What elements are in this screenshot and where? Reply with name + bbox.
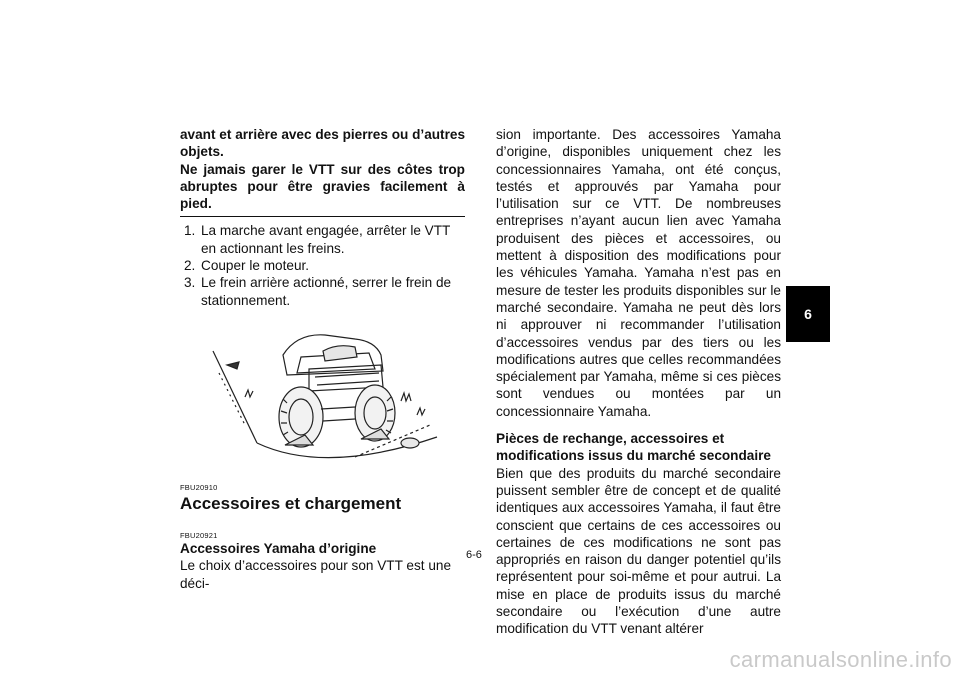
step-text: Le frein arrière actionné, serrer le frein de stationnement. bbox=[201, 275, 452, 308]
parking-steps-list bbox=[180, 222, 465, 308]
section-code: FBU20910 bbox=[180, 482, 218, 492]
warning-line-1: avant et arrière avec des pierres ou d’autres objets. bbox=[180, 127, 465, 160]
list-item bbox=[180, 274, 465, 309]
right-column bbox=[496, 126, 781, 638]
subsection-heading: Pièces de rechange, accessoires et modifications issus du marché secondaire bbox=[496, 431, 771, 464]
section-title: Accessoires et chargement bbox=[180, 493, 402, 513]
warning-rule bbox=[180, 216, 465, 217]
subsection-title: Accessoires Yamaha d’origine bbox=[180, 540, 377, 556]
body-paragraph: sion importante. Des accessoires Yamaha d’origine, disponibles uniquement chez les concessionnaires Yamaha, ont été conçus, testés et approuvés par Yamaha pour l’utilisation sur ce VTT. De nombreuses entreprises n’ayant aucun lien avec Yamaha produisent des pièces et accessoires, ou mettent à disposition des modifications pour les véhicules Yamaha. Yamaha n’est pas en mesure de tester les produits disponibles sur le marché secondaire. Yamaha ne peut dès lors ni approuver ni recommander l’utilisation d’accessoires vendus par des tiers ou les modifications autres que celles recommandées spécialement par Yamaha, même si ces pièces sont vendues ou montées par un concessionnaire Yamaha. bbox=[496, 127, 781, 419]
step-text: La marche avant engagée, arrêter le VTT en actionnant les freins. bbox=[201, 223, 451, 256]
step-number: 3. bbox=[184, 275, 196, 291]
warning-line-2: Ne jamais garer le VTT sur des côtes trop abruptes pour être gravies facilement à pied. bbox=[180, 161, 465, 212]
list-item bbox=[180, 222, 465, 257]
step-number: 1. bbox=[184, 223, 196, 239]
left-column bbox=[180, 126, 465, 592]
subsection-text: Le choix d’accessoires pour son VTT est une déci- bbox=[180, 558, 452, 591]
page-number: 6-6 bbox=[466, 549, 482, 561]
step-text: Couper le moteur. bbox=[201, 258, 310, 274]
atv-parked-on-slope-icon bbox=[205, 325, 445, 473]
body-paragraph: Bien que des produits du marché secondaire puissent sembler être de concept et de qualité identiques aux accessoires Yamaha, il faut être conscient que certains de ces accessoires ou certaines de ces modifications ne sont pas appropriés en raison du danger potentiel qu’ils représentent pour soi-même et pour autrui. La mise en place de produits issus du marché secondaire ou l’exécution d’une autre modification du VTT venant altérer bbox=[496, 465, 781, 637]
watermark: carmanualsonline.info bbox=[729, 647, 952, 672]
chapter-tab: 6 bbox=[786, 286, 830, 342]
subsection-code: FBU20921 bbox=[180, 530, 218, 540]
list-item bbox=[180, 257, 465, 274]
step-number: 2. bbox=[184, 258, 196, 274]
